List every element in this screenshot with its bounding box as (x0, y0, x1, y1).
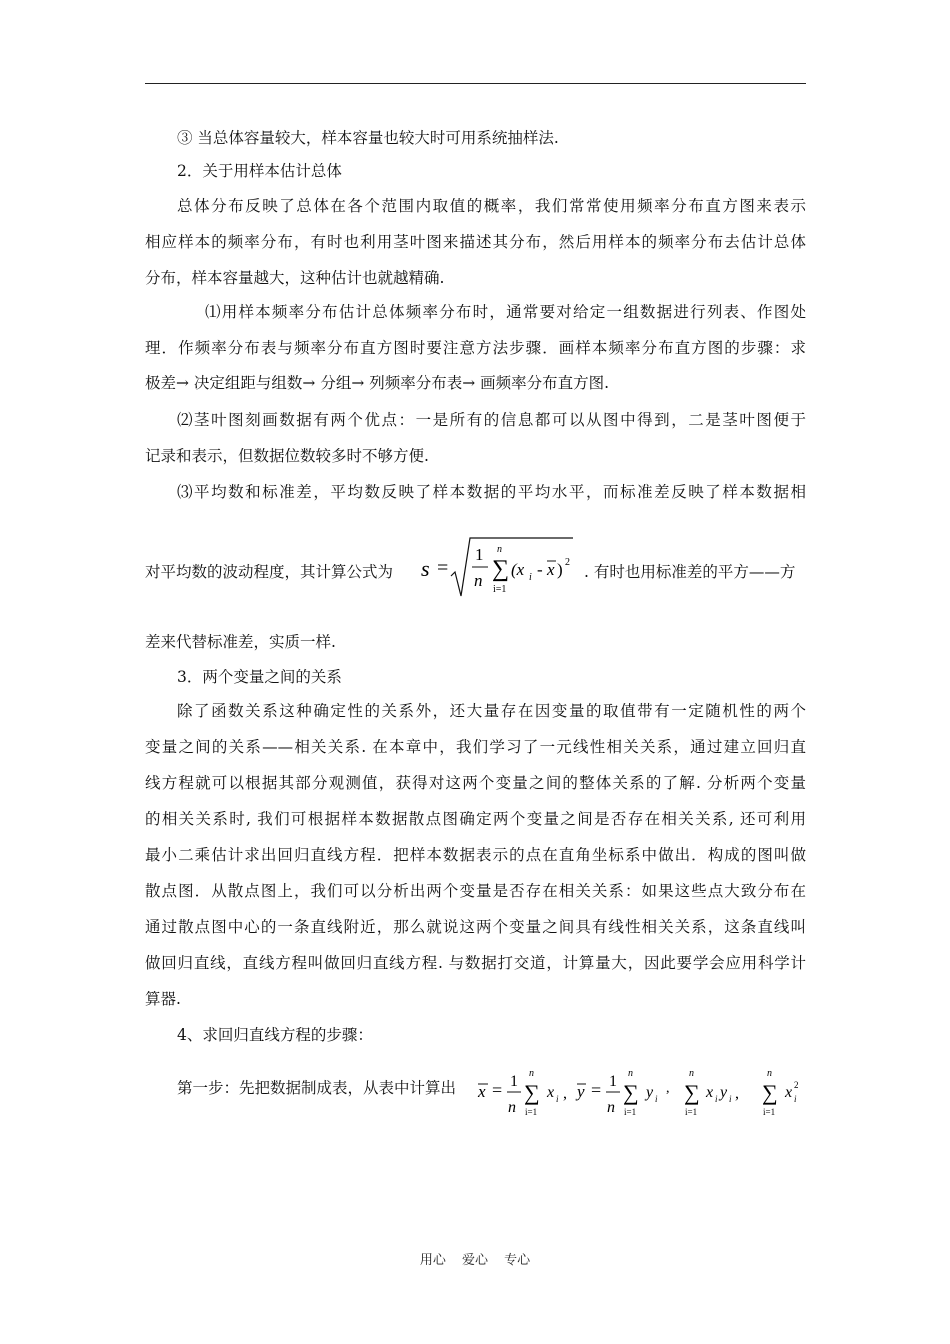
x-exponent: 2 (794, 1080, 799, 1090)
sigma-icon: ∑ (492, 556, 510, 582)
section-heading-3: 3．两个变量之间的关系 (177, 668, 342, 686)
y-term: y (720, 1084, 728, 1101)
y-subscript: i (729, 1094, 732, 1104)
frac-denominator: n (607, 1099, 615, 1116)
std-dev-formula (415, 532, 580, 612)
x-subscript: i (556, 1094, 559, 1104)
separator: , (735, 1085, 739, 1102)
step1-formulas (473, 1060, 813, 1126)
paragraph-line: 总体分布反映了总体在各个范围内取值的概率，我们常常使用频率分布直方图来表示 (177, 197, 806, 215)
frac-numerator: 1 (510, 1073, 518, 1090)
paragraph-line-step1: 第一步：先把数据制成表，从表中计算出 (177, 1079, 457, 1097)
paragraph-line-formula-prefix: 对平均数的波动程度，其计算公式为 (145, 563, 394, 581)
paragraph-line: 除了函数关系这种确定性的关系外，还大量存在因变量的取值带有一定随机性的两个 (177, 702, 806, 720)
paragraph-line: 的相关关系时, 我们可根据样本数据散点图确定两个变量之间是否存在相关关系, 还可利用 (145, 810, 806, 828)
term-minus: - (537, 560, 543, 579)
sum-lower-limit: i=1 (685, 1107, 698, 1117)
paragraph-systematic-sampling: ③ 当总体容量较大，样本容量也较大时可用系统抽样法. (177, 129, 559, 147)
frac-numerator: 1 (609, 1073, 617, 1090)
footer-text: 用心 (419, 1253, 446, 1268)
paragraph-line: 通过散点图中心的一条直线附近，那么就说这两个变量之间具有线性相关关系，这条直线叫 (145, 918, 806, 936)
footer-text: 爱心 (461, 1253, 488, 1268)
page-footer (0, 1249, 950, 1268)
term-close: ) (557, 560, 563, 579)
formula-equals: = (437, 557, 449, 579)
paragraph-line: ⑵茎叶图刻画数据有两个优点：一是所有的信息都可以从图中得到，二是茎叶图便于 (177, 411, 806, 429)
paragraph-line: 理．作频率分布表与频率分布直方图时要注意方法步骤．画样本频率分布直方图的步骤：求 (145, 339, 806, 357)
paragraph-line: 极差→ 决定组距与组数→ 分组→ 列频率分布表→ 画频率分布直方图. (145, 374, 610, 392)
separator: , (666, 1081, 670, 1096)
paragraph-line: 分布，样本容量越大，这种估计也就越精确. (145, 269, 445, 287)
x-subscript: i (794, 1094, 797, 1104)
paragraph-line-formula-suffix: . 有时也用标准差的平方——方 (584, 563, 796, 581)
header-rule (145, 83, 806, 84)
xbar-symbol: x (478, 1082, 486, 1101)
sum-upper-limit: n (497, 544, 502, 555)
frac-numerator: 1 (475, 545, 484, 564)
paragraph-line: 做回归直线，直线方程叫做回归直线方程. 与数据打交道，计算量大，因此要学会应用科学计 (145, 954, 806, 972)
x-term: x (785, 1084, 793, 1101)
y-term: y (646, 1084, 654, 1101)
sum-upper-limit: n (767, 1068, 772, 1079)
equals: = (492, 1080, 503, 1100)
sum-lower-limit: i=1 (763, 1107, 776, 1117)
sum-upper-limit: n (529, 1068, 534, 1079)
term-subscript: i (529, 572, 532, 583)
paragraph-line: 线方程就可以根据其部分观测值，获得对这两个变量之间的整体关系的了解. 分析两个变量 (145, 774, 806, 792)
x-term: x (547, 1084, 555, 1101)
paragraph-line: 算器. (145, 990, 181, 1008)
paragraph-line: 相应样本的频率分布，有时也利用茎叶图来描述其分布，然后用样本的频率分布去估计总体 (145, 233, 806, 251)
frac-denominator: n (508, 1099, 516, 1116)
footer-text: 专心 (504, 1253, 531, 1268)
term-xbar: x (547, 560, 555, 579)
sigma-icon: ∑ (524, 1080, 540, 1105)
ybar-symbol: y (577, 1082, 585, 1101)
separator: , (563, 1085, 567, 1102)
sum-lower-limit: i=1 (493, 584, 507, 595)
paragraph-line: ⑶平均数和标准差，平均数反映了样本数据的平均水平，而标准差反映了样本数据相 (177, 483, 806, 501)
equals: = (591, 1080, 602, 1100)
y-subscript: i (655, 1094, 658, 1104)
section-heading-2: 2．关于用样本估计总体 (177, 162, 342, 180)
sum-upper-limit: n (628, 1068, 633, 1079)
x-term: x (706, 1084, 714, 1101)
formula-lhs: s (421, 556, 430, 581)
paragraph-line: ⑴用样本频率分布估计总体频率分布时，通常要对给定一组数据进行列表、作图处 (205, 303, 806, 321)
sigma-icon: ∑ (623, 1080, 639, 1105)
sum-lower-limit: i=1 (624, 1107, 637, 1117)
x-subscript: i (715, 1094, 718, 1104)
sum-upper-limit: n (689, 1068, 694, 1079)
paragraph-line: 最小二乘估计求出回归直线方程．把样本数据表示的点在直角坐标系中做出．构成的图叫做 (145, 846, 806, 864)
paragraph-line: 差来代替标准差，实质一样. (145, 633, 336, 651)
term-exponent: 2 (565, 557, 570, 568)
section-heading-4: 4、求回归直线方程的步骤： (177, 1026, 373, 1044)
frac-denominator: n (474, 571, 483, 590)
term-open: (x (511, 560, 525, 579)
sigma-icon: ∑ (684, 1080, 700, 1105)
paragraph-line: 变量之间的关系——相关关系. 在本章中，我们学习了一元线性相关关系，通过建立回归直 (145, 738, 806, 756)
paragraph-line: 记录和表示，但数据位数较多时不够方便. (145, 447, 429, 465)
sigma-icon: ∑ (762, 1080, 778, 1105)
paragraph-line: 散点图．从散点图上，我们可以分析出两个变量是否存在相关关系：如果这些点大致分布在 (145, 882, 806, 900)
sum-lower-limit: i=1 (525, 1107, 538, 1117)
